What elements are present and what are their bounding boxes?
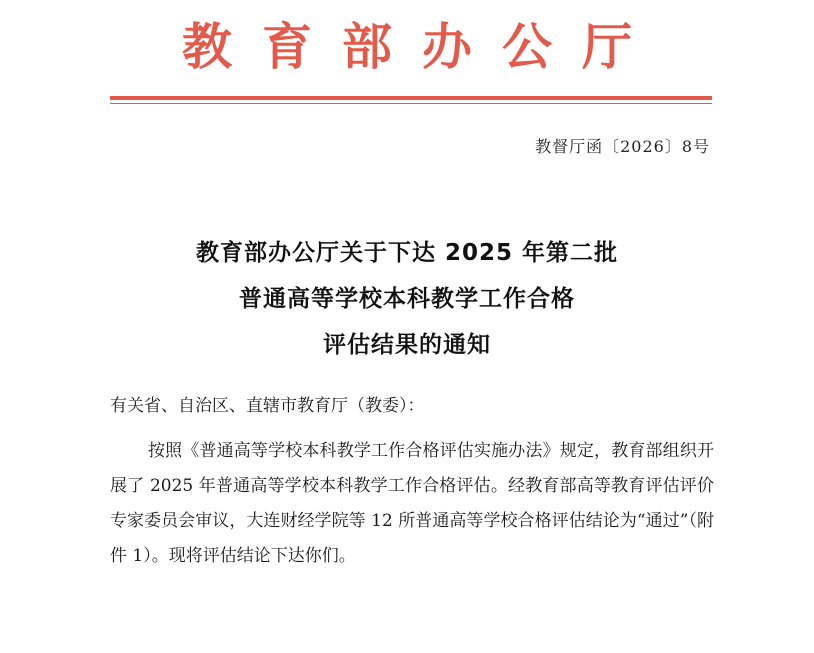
body-paragraph: 按照《普通高等学校本科教学工作合格评估实施办法》规定，教育部组织开展了 2025 年普通高等学校本科教学工作合格评估。经教育部高等教育评估评价专家委员会审议，大连财经学院等 12 所普通高等学校合格评估结论为“通过”（附件 1）。现将评估结论下达你们。 [110, 441, 714, 566]
title-line-2: 普通高等学校本科教学工作合格 [239, 286, 575, 312]
title-line-1: 教育部办公厅关于下达 2025 年第二批 [195, 240, 619, 266]
red-header-rule-thick [110, 96, 712, 100]
masthead-title: 教育部办公厅 [182, 17, 662, 76]
document-number: 教督厅函〔2026〕8号 [535, 137, 710, 156]
title-line-3: 评估结果的通知 [323, 332, 491, 358]
salutation: 有关省、自治区、直辖市教育厅（教委）： [110, 396, 425, 416]
red-header-rule-thin [110, 103, 712, 104]
document-title [0, 230, 814, 368]
